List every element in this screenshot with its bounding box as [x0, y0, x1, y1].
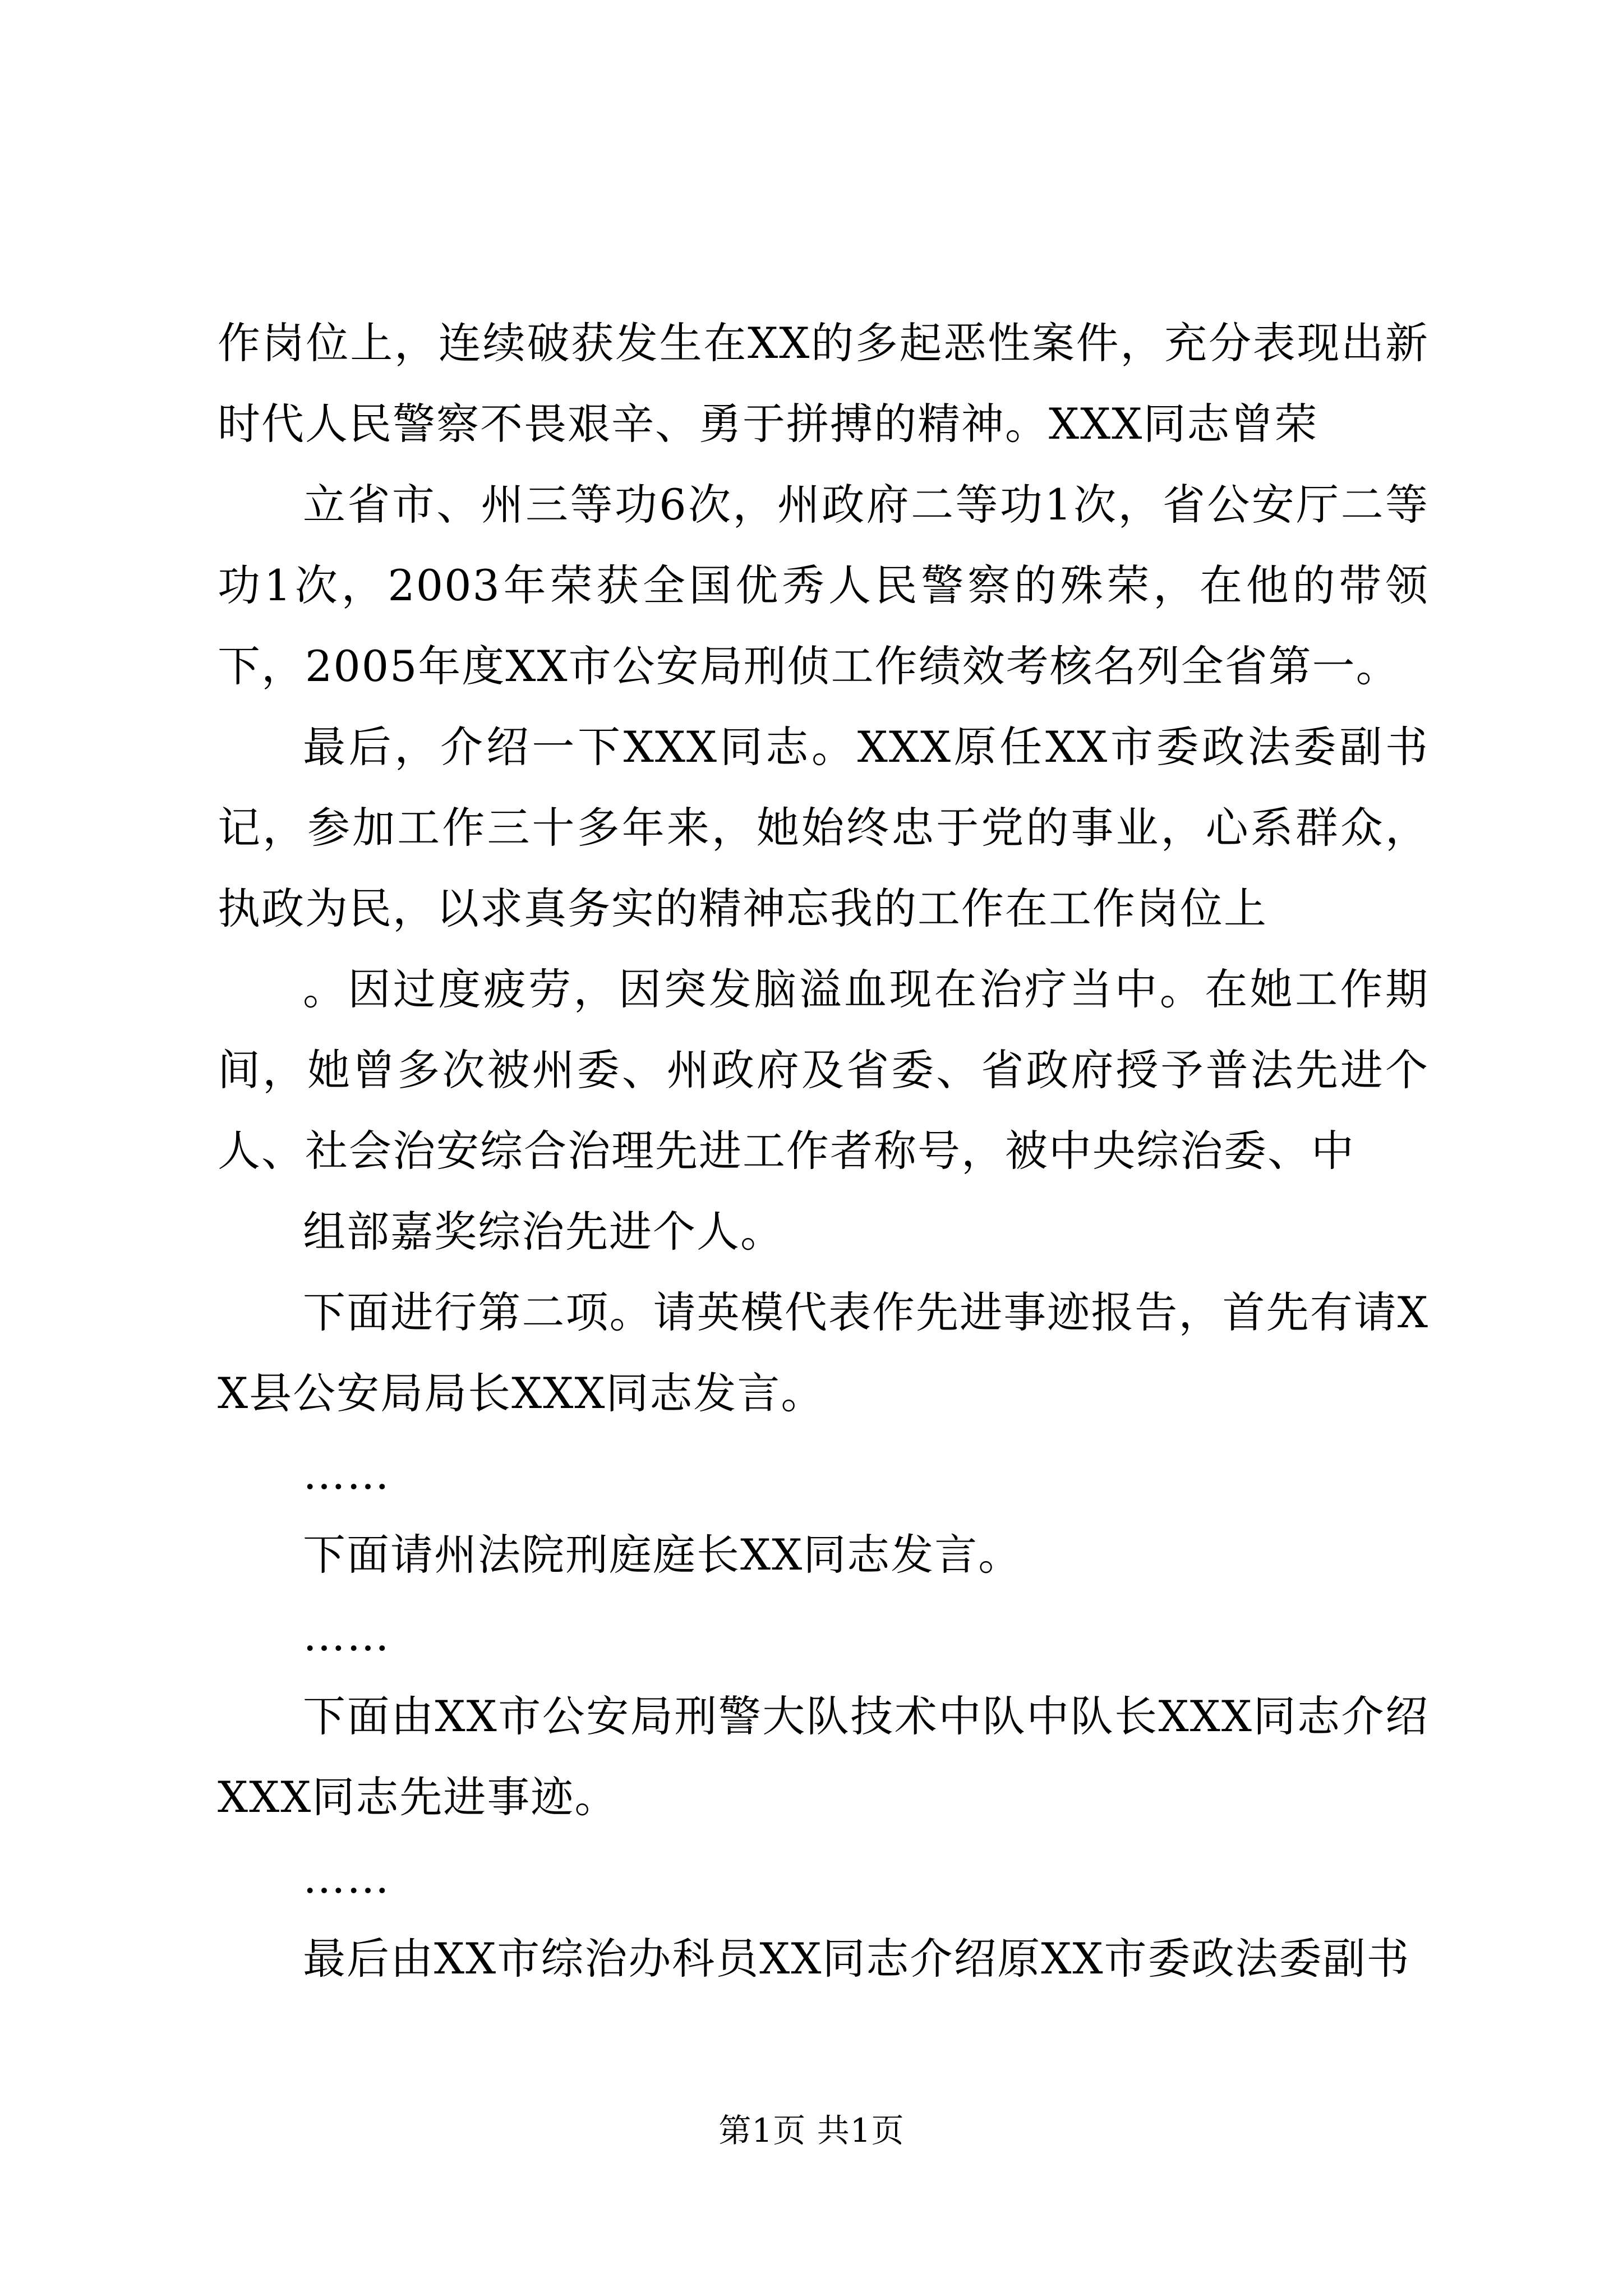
paragraph: 下面请州法院刑庭庭长XX同志发言。: [303, 1530, 1022, 1580]
paragraph: 下面由XX市公安局刑警大队技术中队中队长XXX同志介绍XXX同志先进事迹。: [218, 1691, 1429, 1822]
paragraph: 最后由XX市综治办科员XX同志介绍原XX市委政法委副书: [303, 1934, 1410, 1984]
paragraph: 最后，介绍一下XXX同志。XXX原任XX市委政法委副书记，参加工作三十多年来，她始终忠于党的事业，心系群众，执政为民，以求真务实的精神忘我的工作在工作岗位上: [218, 722, 1429, 933]
page-number-footer: 第1页 共1页: [718, 2111, 905, 2150]
paragraph: 组部嘉奖综治先进个人。: [303, 1207, 784, 1257]
paragraph: 作岗位上，连续破获发生在XX的多起恶性案件，充分表现出新时代人民警察不畏艰辛、勇于拼搏的精神。XXX同志曾荣: [218, 318, 1429, 449]
ellipsis-paragraph: ……: [303, 1449, 390, 1499]
paragraph: 下面进行第二项。请英模代表作先进事迹报告，首先有请XX县公安局局长XXX同志发言。: [218, 1287, 1429, 1418]
document-body: [218, 303, 1429, 1999]
paragraph: 。因过度疲劳，因突发脑溢血现在治疗当中。在她工作期间，她曾多次被州委、州政府及省委、省政府授予普法先进个人、社会治安综合治理先进工作者称号，被中央综治委、中: [218, 964, 1429, 1176]
paragraph: 立省市、州三等功6次，州政府二等功1次，省公安厅二等功1次，2003年荣获全国优秀人民警察的殊荣，在他的带领下，2005年度XX市公安局刑侦工作绩效考核名列全省第一。: [218, 480, 1429, 691]
ellipsis-paragraph: ……: [303, 1611, 390, 1660]
ellipsis-paragraph: ……: [303, 1853, 390, 1903]
